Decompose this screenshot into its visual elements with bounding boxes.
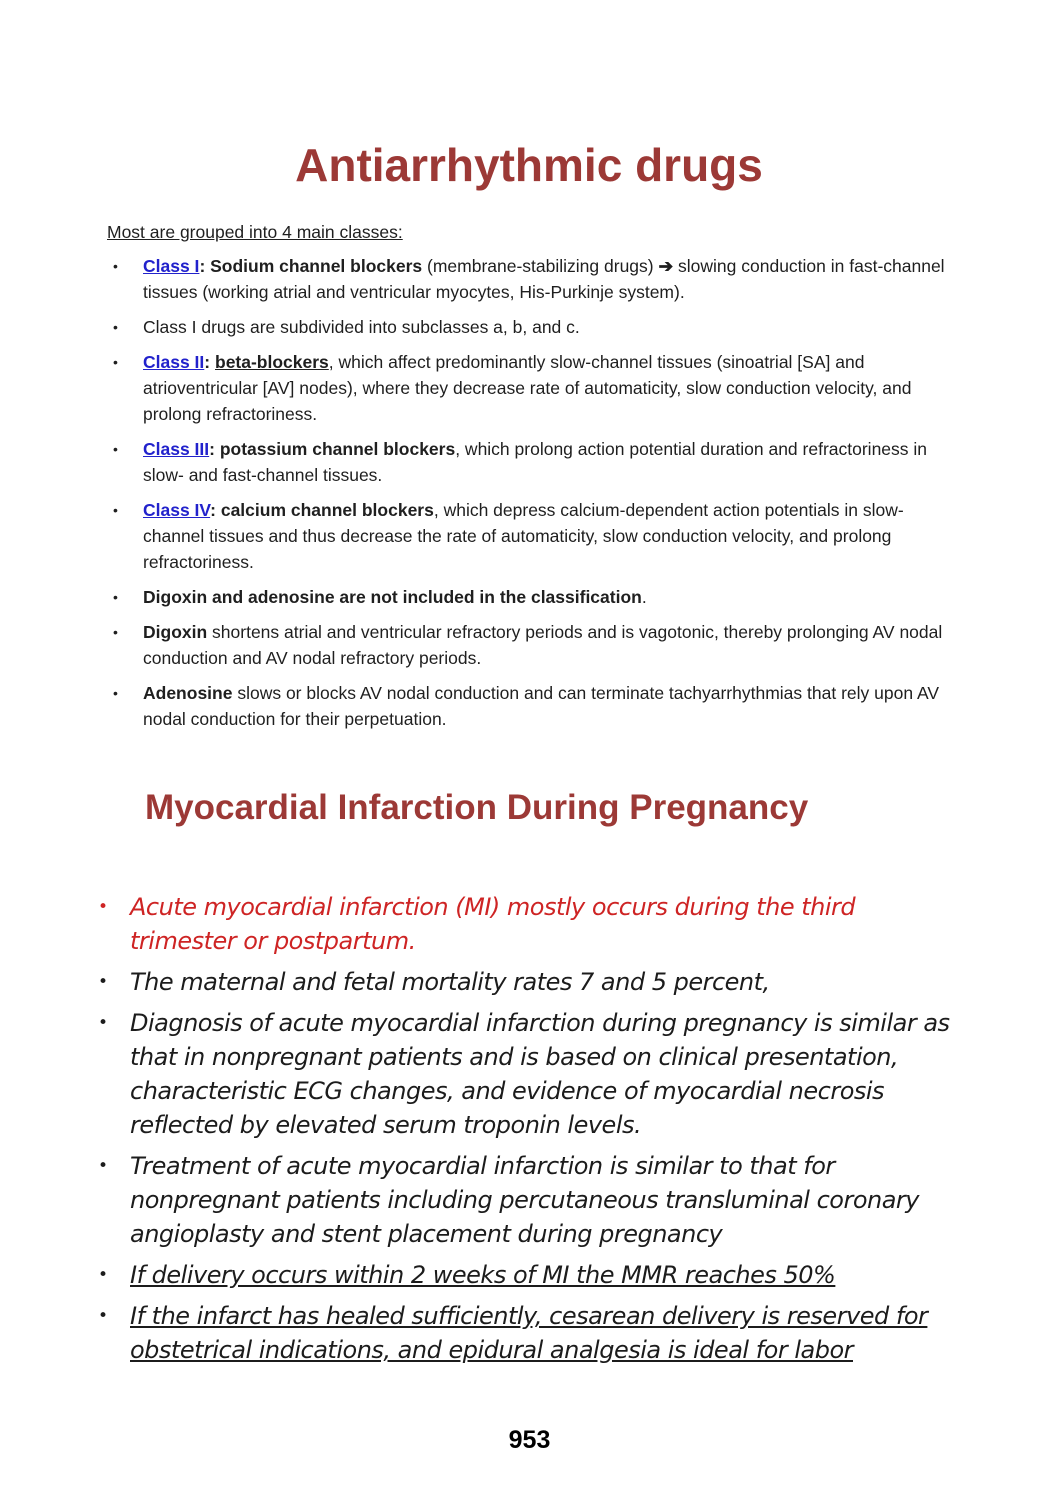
bullet-marker: •	[98, 1156, 109, 1176]
note-text: Diagnosis of acute myocardial infarction during pregnancy is similar as that in nonpregnant patients and is based on clinical presentation, characteristic ECG changes, and evidence of myocardial necrosis reflected by elevated serum troponin levels.	[130, 1009, 950, 1139]
class-link[interactable]: Class III	[143, 439, 210, 459]
text-segment: , which affect predominantly slow-channel tissues (sinoatrial [SA] and atrioventricular [AV] nodes), where they decrease rate of automaticity, slow conduction velocity, and prolong refractoriness.	[143, 352, 912, 424]
note-list-item	[94, 965, 951, 999]
text-segment: (membrane-stabilizing drugs)	[422, 256, 659, 276]
text-segment: slows or blocks AV nodal conduction and can terminate tachyarrhythmias that rely upon AV nodal conduction for their perpetuation.	[143, 683, 940, 729]
text-segment: , which depress calcium-dependent action potentials in slow-channel tissues and thus decrease the rate of automaticity, slow conduction velocity, and prolong refractoriness.	[143, 500, 904, 572]
list-item-text	[143, 619, 951, 671]
class-link[interactable]: Class IV	[143, 500, 211, 520]
page-title: Antiarrhythmic drugs	[295, 139, 763, 191]
bullet-marker: •	[113, 319, 118, 335]
bullet-marker: •	[113, 354, 118, 370]
note-list-item	[94, 1299, 951, 1367]
list-item-text	[143, 680, 951, 732]
text-segment: slowing conduction in fast-channel tissues (working atrial and ventricular myocytes, His-Purkinje system).	[143, 256, 945, 302]
class-list-item	[107, 253, 951, 305]
note-text: Treatment of acute myocardial infarction is similar to that for nonpregnant patients including percutaneous transluminal coronary angioplasty and stent placement during pregnancy	[130, 1152, 919, 1248]
text-segment: :	[204, 352, 215, 372]
bullet-marker: •	[113, 258, 118, 274]
class-link[interactable]: Class I	[143, 256, 200, 276]
note-list-item	[94, 1149, 951, 1251]
text-segment: Class I drugs are subdivided into subclasses a, b, and c.	[143, 317, 580, 337]
text-segment: .	[641, 587, 647, 607]
bullet-marker: •	[113, 589, 118, 605]
class-list-item	[107, 349, 951, 427]
bullet-marker: •	[113, 624, 118, 640]
antiarrhythmic-classes-list	[107, 253, 951, 732]
note-text: If delivery occurs within 2 weeks of MI the MMR reaches 50%	[130, 1261, 836, 1289]
intro-heading: Most are grouped into 4 main classes:	[107, 222, 403, 242]
text-segment: ➔	[658, 256, 674, 276]
text-segment: Adenosine	[143, 683, 233, 703]
list-item-text	[143, 253, 951, 305]
note-text: The maternal and fetal mortality rates 7 and 5 percent,	[130, 968, 770, 996]
list-item-text	[143, 584, 951, 610]
bullet-marker: •	[98, 897, 109, 917]
note-text: Acute myocardial infarction (MI) mostly occurs during the third trimester or postpartum.	[130, 893, 856, 955]
mi-pregnancy-notes-list	[94, 890, 951, 1367]
text-segment: beta-blockers	[215, 352, 329, 372]
text-segment: Digoxin	[143, 622, 208, 642]
bullet-marker: •	[98, 1306, 109, 1326]
list-item-text	[143, 314, 951, 340]
class-list-item	[107, 314, 951, 340]
list-item-text	[143, 349, 951, 427]
class-list-item	[107, 497, 951, 575]
bullet-marker: •	[98, 1265, 109, 1285]
bullet-marker: •	[98, 1013, 109, 1033]
bullet-marker: •	[113, 685, 118, 701]
text-segment: : calcium channel blockers	[210, 500, 434, 520]
text-segment: , which prolong action potential duration and refractoriness in slow- and fast-channel tissues.	[143, 439, 928, 485]
class-link[interactable]: Class II	[143, 352, 205, 372]
text-segment: Digoxin and adenosine are not included in the classification	[143, 587, 642, 607]
note-list-item	[94, 890, 951, 958]
page-number: 953	[508, 1426, 551, 1454]
bullet-marker: •	[98, 972, 109, 992]
list-item-text	[143, 436, 951, 488]
class-list-item	[107, 619, 951, 671]
class-list-item	[107, 584, 951, 610]
note-list-item	[94, 1006, 951, 1142]
class-list-item	[107, 680, 951, 732]
bullet-marker: •	[113, 441, 118, 457]
section-title: Myocardial Infarction During Pregnancy	[145, 788, 809, 827]
class-list-item	[107, 436, 951, 488]
bullet-marker: •	[113, 502, 118, 518]
text-segment: shortens atrial and ventricular refractory periods and is vagotonic, thereby prolonging AV nodal conduction and AV nodal refractory periods.	[143, 622, 943, 668]
text-segment: : Sodium channel blockers	[199, 256, 423, 276]
note-text: If the infarct has healed sufficiently, cesarean delivery is reserved for obstetrical indications, and epidural analgesia is ideal for labor	[130, 1302, 928, 1364]
text-segment: : potassium channel blockers	[209, 439, 456, 459]
list-item-text	[143, 497, 951, 575]
note-list-item	[94, 1258, 951, 1292]
